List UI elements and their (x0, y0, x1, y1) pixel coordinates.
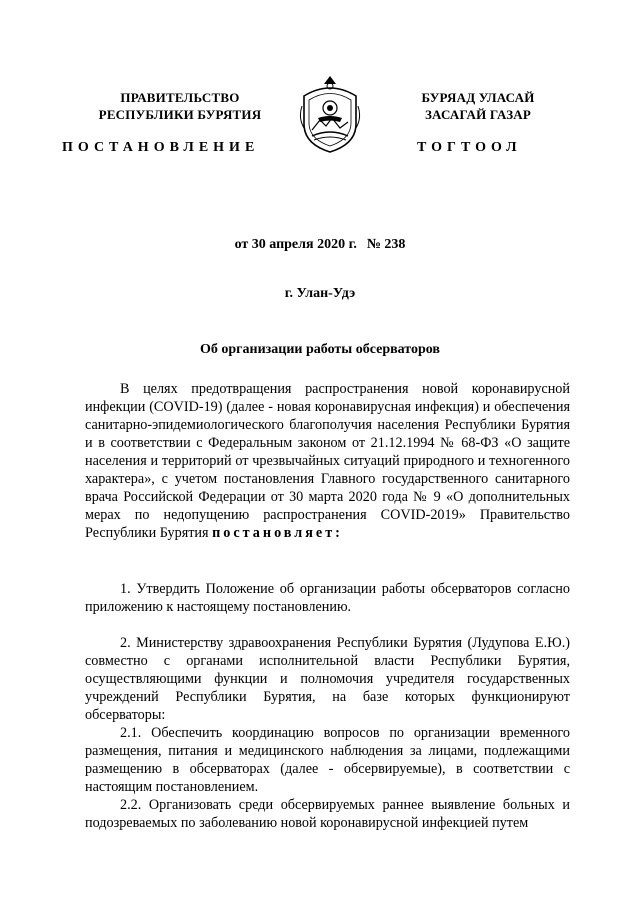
item-2-1-paragraph: 2.1. Обеспечить координацию вопросов по организации временного размещения, питания и медицинского наблюдения за лицами, подлежащими размещению в обсерваторах (далее - обсервируемые), в соответствии с настоящим постановлением. (85, 725, 570, 795)
buryat-government-header (378, 89, 578, 123)
buryat-name-line1: БУРЯАД УЛАСАЙ (421, 90, 535, 105)
document-date: от 30 апреля 2020 г. (234, 237, 357, 252)
item-2-block (85, 634, 570, 832)
item-1-block (85, 580, 570, 616)
doc-type-buryat: ТОГТООЛ (417, 140, 522, 155)
preamble-text: В целях предотвращения распространения новой коронавирусной инфекции (COVID-19) (далее - новая коронавирусная инфекция) и обеспечения санитарно-эпидемиологического благополучия населения Республики Бурятия и в соответствии с Федеральным законом от 21.12.1994 № 68-ФЗ «О защите населения и территорий от чрезвычайных ситуаций природного и техногенного характера», с учетом постановления Главного государственного санитарного врача Российской Федерации от 30 марта 2020 года № 9 «О дополнительных мерах по недопущению распространения COVID-2019» Правительство Республики Бурятия (85, 381, 570, 541)
item-1-paragraph: 1. Утвердить Положение об организации работы обсерваторов согласно приложению к настоящему постановлению. (85, 581, 570, 615)
doc-type-russian: ПОСТАНОВЛЕНИЕ (62, 140, 260, 155)
government-name-line2: РЕСПУБЛИКИ БУРЯТИЯ (98, 107, 262, 122)
government-header (80, 89, 280, 123)
date-number-line (0, 237, 640, 253)
preamble-block (85, 380, 570, 542)
item-2-2-paragraph: 2.2. Организовать среди обсервируемых раннее выявление больных и подозреваемых по заболеванию новой коронавирусной инфекцией путем (85, 797, 570, 831)
government-name-line1: ПРАВИТЕЛЬСТВО (120, 90, 240, 105)
resolves-word: постановляет: (212, 525, 343, 541)
coat-of-arms-emblem (298, 74, 362, 154)
preamble-paragraph (85, 380, 570, 542)
buryat-name-line2: ЗАСАГАЙ ГАЗАР (424, 107, 532, 122)
item-2-paragraph: 2. Министерству здравоохранения Республики Бурятия (Лудупова Е.Ю.) совместно с органами исполнительной власти Республики Бурятия, осуществляющими функции и полномочия учредителя государственных учреждений Республики Бурятия, на базе которых функционируют обсерваторы: (85, 635, 570, 723)
city-line: г. Улан-Удэ (284, 286, 356, 301)
document-title: Об организации работы обсерваторов (200, 342, 440, 357)
document-number: № 238 (366, 237, 406, 252)
